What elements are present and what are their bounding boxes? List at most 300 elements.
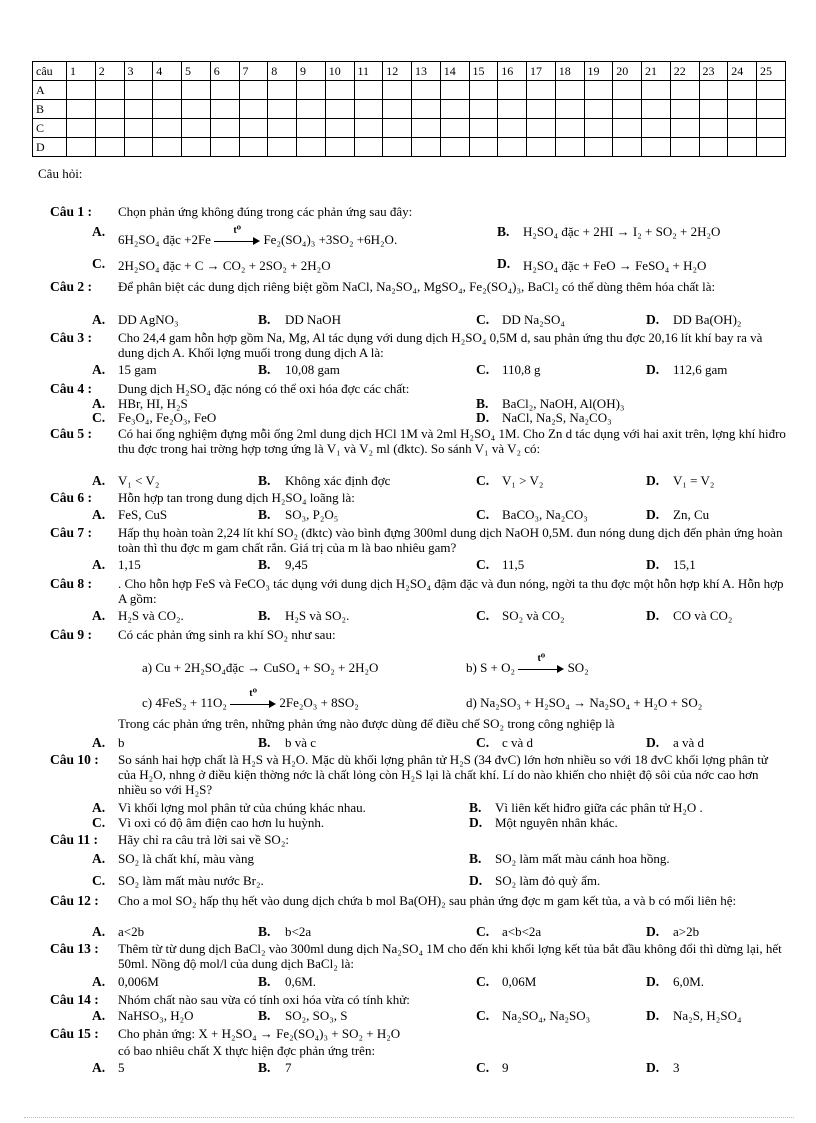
option-letter: B. (469, 851, 482, 866)
option-letter: D. (646, 1060, 660, 1075)
grid-answer-cell[interactable] (412, 138, 441, 157)
grid-answer-cell[interactable] (670, 81, 699, 100)
question-text: Cho 24,4 gam hỗn hợp gồm Na, Mg, Al tác dụng với dung dịch H₂SO₄ 0,5M d, sau phản ứng thu đợc 20,16 lít khí bay ra và dung dịch A. Khối lợng muối trong dung dịch A là: (118, 330, 763, 360)
grid-answer-cell[interactable] (642, 138, 671, 157)
grid-answer-cell[interactable] (757, 81, 786, 100)
grid-answer-cell[interactable] (95, 119, 124, 138)
grid-answer-cell[interactable] (268, 119, 297, 138)
grid-answer-cell[interactable] (728, 81, 757, 100)
grid-answer-cell[interactable] (325, 100, 354, 119)
grid-answer-cell[interactable] (210, 81, 239, 100)
option-text[interactable]: SO₂ là chất khí, màu vàng (118, 851, 254, 866)
q9-reaction-b-right: SO₂ (567, 660, 589, 675)
option-letter: C. (476, 735, 490, 750)
option-letter: D. (646, 362, 660, 377)
option-letter: C. (476, 924, 490, 939)
grid-answer-cell[interactable] (67, 119, 96, 138)
question-label: Câu 12 : (50, 893, 99, 908)
question-text: Chọn phản ứng không đúng trong các phản ứng sau đây: (118, 204, 413, 219)
option-letter: C. (476, 1008, 490, 1023)
grid-answer-cell[interactable] (728, 100, 757, 119)
condition-label: t⁰ (537, 653, 546, 665)
grid-answer-cell[interactable] (555, 100, 584, 119)
grid-answer-cell[interactable] (354, 119, 383, 138)
grid-answer-cell[interactable] (383, 100, 412, 119)
grid-answer-cell[interactable] (210, 138, 239, 157)
question-text: Để phân biệt các dung dịch riêng biệt gồm NaCl, Na₂SO₄, MgSO₄, Fe₂(SO₄)₃, BaCl₂ có thể dùng thêm hóa chất là: (118, 279, 716, 294)
grid-answer-cell[interactable] (383, 119, 412, 138)
grid-answer-cell[interactable] (325, 138, 354, 157)
question-label: Câu 10 : (50, 752, 99, 767)
option-text[interactable]: Zn, Cu (673, 507, 710, 522)
grid-answer-cell[interactable] (124, 138, 153, 157)
q1-option-a-right: Fe₂(SO₄)₃ +3SO₂ +6H₂O. (263, 232, 398, 247)
option-text[interactable]: Vì oxi có độ âm điện cao hơn lu huỳnh. (118, 815, 325, 830)
q9-reaction-c[interactable] (142, 688, 359, 711)
option-text[interactable]: 1,15 (118, 557, 141, 572)
question-label: Câu 5 : (50, 426, 93, 441)
grid-answer-cell[interactable] (498, 81, 527, 100)
grid-answer-cell[interactable] (527, 81, 556, 100)
option-text[interactable]: HBr, HI, H₂S (118, 396, 188, 411)
option-text[interactable]: Fe₃O₄, Fe₂O₃, FeO (118, 410, 217, 425)
option-letter: D. (646, 473, 660, 488)
grid-answer-cell[interactable] (584, 119, 613, 138)
grid-row-label: A (33, 81, 67, 100)
option-text[interactable]: Một nguyên nhân khác. (495, 815, 618, 830)
option-letter: D. (646, 974, 660, 989)
option-text[interactable]: 112,6 gam (673, 362, 728, 377)
grid-col-number: 5 (182, 62, 211, 81)
grid-answer-cell[interactable] (584, 138, 613, 157)
grid-col-number: 25 (757, 62, 786, 81)
grid-answer-cell[interactable] (699, 81, 728, 100)
footer-divider (24, 1117, 794, 1118)
grid-answer-cell[interactable] (95, 100, 124, 119)
option-letter: A. (92, 735, 106, 750)
grid-col-number: 13 (412, 62, 441, 81)
option-text[interactable]: H₂S và SO₂. (285, 608, 350, 623)
grid-header-row (33, 62, 786, 81)
grid-answer-cell[interactable] (555, 119, 584, 138)
grid-row-label: B (33, 100, 67, 119)
option-letter: A. (92, 608, 106, 623)
grid-col-number: 18 (555, 62, 584, 81)
grid-answer-cell[interactable] (412, 81, 441, 100)
option-letter: C. (92, 410, 106, 425)
option-text[interactable]: V₁ = V₂ (673, 473, 715, 488)
grid-col-number: 7 (239, 62, 268, 81)
q9-reaction-c-left: c) 4FeS₂ + 11O₂ (142, 695, 227, 710)
grid-answer-cell[interactable] (527, 100, 556, 119)
option-text[interactable]: CO và CO₂ (673, 608, 733, 623)
option-letter: B. (258, 473, 271, 488)
grid-row-label: D (33, 138, 67, 157)
option-text[interactable]: SO₂ làm mất màu cánh hoa hồng. (495, 851, 670, 866)
grid-answer-cell[interactable] (440, 119, 469, 138)
option-letter: B. (258, 608, 271, 623)
grid-col-number: 15 (469, 62, 498, 81)
grid-answer-cell[interactable] (670, 119, 699, 138)
condition-label: t⁰ (233, 225, 242, 237)
grid-answer-cell[interactable] (268, 81, 297, 100)
question-text: Thêm từ từ dung dịch BaCl₂ vào 300ml dung dịch Na₂SO₄ 1M cho đến khi khối lợng kết tủa bắt đầu không đổi thì dừng lại, hết 50ml. Nồng độ mol/l của dung dịch BaCl₂ là: (118, 941, 782, 971)
grid-answer-cell[interactable] (182, 138, 211, 157)
question-text: Hấp thụ hoàn toàn 2,24 lít khí SO₂ (đktc) vào bình đựng 300ml dung dịch NaOH 0,5M. đun nóng dung dịch đến phản ứng hoàn toàn thì thu đợc m gam chất rắn. Giá trị của m là bao nhiêu gam? (118, 525, 783, 555)
option-letter: D. (469, 815, 483, 830)
option-text[interactable]: DD Na₂SO₄ (502, 312, 565, 327)
question-text: Cho phản ứng: X + H₂SO₄ → Fe₂(SO₄)₃ + SO₂ + H₂O (118, 1026, 401, 1041)
grid-row-label: C (33, 119, 67, 138)
question-label: Câu 7 : (50, 525, 93, 540)
grid-answer-cell[interactable] (670, 138, 699, 157)
section-label: Câu hỏi: (38, 166, 83, 181)
grid-answer-cell[interactable] (613, 100, 642, 119)
option-text[interactable]: SO₂ và CO₂ (502, 608, 565, 623)
grid-answer-cell[interactable] (527, 138, 556, 157)
option-text[interactable]: 0,006M (118, 974, 159, 989)
grid-col-number: 19 (584, 62, 613, 81)
option-letter: D. (476, 410, 490, 425)
grid-answer-cell[interactable] (354, 138, 383, 157)
option-text[interactable]: b và c (285, 735, 317, 750)
question-label: Câu 14 : (50, 992, 99, 1007)
grid-answer-cell[interactable] (699, 119, 728, 138)
grid-answer-cell[interactable] (469, 81, 498, 100)
option-letter: B. (258, 735, 271, 750)
option-text[interactable]: Vì liên kết hiđro giữa các phân tử H₂O . (495, 800, 703, 815)
option-text[interactable]: Không xác định đợc (285, 473, 391, 488)
grid-answer-cell[interactable] (297, 100, 326, 119)
option-letter: C. (476, 608, 490, 623)
option-text[interactable]: a<b<2a (502, 924, 542, 939)
grid-header-label: câu (33, 62, 67, 81)
grid-answer-cell[interactable] (124, 81, 153, 100)
option-letter: D. (646, 557, 660, 572)
grid-answer-cell[interactable] (613, 138, 642, 157)
option-letter: A. (92, 974, 106, 989)
grid-answer-cell[interactable] (498, 119, 527, 138)
option-letter: A. (92, 224, 106, 239)
option-text[interactable]: 6,0M. (673, 974, 705, 989)
option-text[interactable]: 11,5 (502, 557, 525, 572)
grid-col-number: 11 (354, 62, 383, 81)
grid-answer-cell[interactable] (469, 100, 498, 119)
grid-answer-cell[interactable] (757, 100, 786, 119)
grid-col-number: 24 (728, 62, 757, 81)
grid-col-number: 3 (124, 62, 153, 81)
question-text: Có các phản ứng sinh ra khí SO₂ như sau: (118, 627, 336, 642)
grid-col-number: 9 (297, 62, 326, 81)
question-text: Hãy chỉ ra câu trả lời sai về SO₂: (118, 832, 289, 847)
grid-answer-cell[interactable] (325, 119, 354, 138)
option-letter: B. (258, 557, 271, 572)
question-text: Trong các phản ứng trên, những phản ứng nào được dùng để điều chế SO₂ trong công nghiệp là (118, 716, 615, 731)
question-text: có bao nhiêu chất X thực hiện đợc phản ứng trên: (118, 1043, 376, 1058)
q1-option-b[interactable]: H₂SO₄ đặc + 2HI → I₂ + SO₂ + 2H₂O (523, 224, 721, 239)
grid-answer-cell[interactable] (182, 100, 211, 119)
q1-option-d[interactable]: H₂SO₄ đặc + FeO → FeSO₄ + H₂O (523, 258, 707, 273)
option-text[interactable]: b (118, 735, 125, 750)
option-letter: B. (258, 1060, 271, 1075)
grid-row (33, 100, 786, 119)
option-letter: B. (476, 396, 489, 411)
grid-answer-cell[interactable] (95, 81, 124, 100)
grid-row (33, 119, 786, 138)
grid-col-number: 12 (383, 62, 412, 81)
option-text[interactable]: SO₂ làm đỏ quỳ ẩm. (495, 873, 601, 888)
question-label: Câu 6 : (50, 490, 93, 505)
option-text[interactable]: NaHSO₃, H₂O (118, 1008, 194, 1023)
question-text: So sánh hai hợp chất là H₂S và H₂O. Mặc dù khối lợng phân tử H₂S (34 đvC) lớn hơn nhiều so với 18 đvC khối lợng phân tử của H₂O, nhng ở điều kiện thờng nớc là chất lỏng còn H₂S lại là chất khí. Lí do nào khiến cho nhiệt độ sôi của nớc cao hơn nhiều so với H₂S? (118, 752, 768, 797)
option-letter: B. (258, 974, 271, 989)
option-text[interactable]: 5 (118, 1060, 125, 1075)
option-letter: C. (476, 557, 490, 572)
grid-answer-cell[interactable] (383, 81, 412, 100)
option-letter: B. (258, 924, 271, 939)
heat-arrow-icon (518, 653, 564, 674)
question-text: Có hai ống nghiệm đựng mỗi ống 2ml dung dịch HCl 1M và 2ml H₂SO₄ 1M. Cho Zn d tác dụng với hai axit trên, lợng khí hiđro thu đợc trong hai trờng hợp tơng ứng là V₁ và V₂ ml (đktc). So sánh V₁ và V₂ có: (118, 426, 786, 456)
grid-answer-cell[interactable] (210, 100, 239, 119)
grid-answer-cell[interactable] (153, 100, 182, 119)
question-label: Câu 1 : (50, 204, 93, 219)
grid-answer-cell[interactable] (182, 119, 211, 138)
grid-answer-cell[interactable] (354, 81, 383, 100)
option-letter: C. (476, 362, 490, 377)
option-text[interactable]: BaCO₃, Na₂CO₃ (502, 507, 588, 522)
grid-answer-cell[interactable] (642, 119, 671, 138)
grid-answer-cell[interactable] (182, 81, 211, 100)
option-letter: C. (92, 256, 106, 271)
grid-answer-cell[interactable] (297, 119, 326, 138)
heat-arrow-icon (214, 225, 260, 246)
question-label: Câu 4 : (50, 381, 93, 396)
grid-answer-cell[interactable] (498, 138, 527, 157)
option-letter: A. (92, 1060, 106, 1075)
q9-reaction-d: d) Na₂SO₃ + H₂SO₄ → Na₂SO₄ + H₂O + SO₂ (466, 695, 703, 710)
q9-reaction-a: a) Cu + 2H₂SO₄đặc → CuSO₄ + SO₂ + 2H₂O (142, 660, 379, 675)
option-text[interactable]: a và d (673, 735, 705, 750)
grid-answer-cell[interactable] (297, 81, 326, 100)
grid-answer-cell[interactable] (239, 81, 268, 100)
option-letter: C. (476, 312, 490, 327)
option-letter: B. (258, 362, 271, 377)
option-text[interactable]: SO₃, P₂O₅ (285, 507, 339, 522)
grid-answer-cell[interactable] (412, 119, 441, 138)
grid-answer-cell[interactable] (757, 138, 786, 157)
grid-answer-cell[interactable] (67, 138, 96, 157)
grid-row (33, 138, 786, 157)
question-label: Câu 2 : (50, 279, 93, 294)
grid-answer-cell[interactable] (613, 81, 642, 100)
grid-answer-cell[interactable] (153, 138, 182, 157)
grid-row (33, 81, 786, 100)
question-label: Câu 11 : (50, 832, 99, 847)
option-letter: A. (92, 396, 106, 411)
option-letter: A. (92, 557, 106, 572)
option-letter: A. (92, 362, 106, 377)
option-text[interactable]: b<2a (285, 924, 312, 939)
option-text[interactable]: NaCl, Na₂S, Na₂CO₃ (502, 410, 612, 425)
grid-answer-cell[interactable] (757, 119, 786, 138)
grid-answer-cell[interactable] (642, 81, 671, 100)
question-text: Hỗn hợp tan trong dung dịch H₂SO₄ loãng là: (118, 490, 355, 505)
option-letter: D. (469, 873, 483, 888)
option-text[interactable]: SO₂ làm mất màu nước Br₂. (118, 873, 264, 888)
grid-answer-cell[interactable] (440, 100, 469, 119)
grid-answer-cell[interactable] (268, 100, 297, 119)
option-letter: C. (92, 873, 106, 888)
option-text[interactable]: SO₂, SO₃, S (285, 1008, 348, 1023)
option-letter: A. (92, 1008, 106, 1023)
option-text[interactable]: 3 (673, 1060, 680, 1075)
grid-answer-cell[interactable] (153, 81, 182, 100)
q1-option-a[interactable] (118, 225, 398, 248)
question-label: Câu 15 : (50, 1026, 99, 1041)
option-text[interactable]: 10,08 gam (285, 362, 340, 377)
grid-answer-cell[interactable] (67, 81, 96, 100)
option-text[interactable]: 0,06M (502, 974, 537, 989)
grid-answer-cell[interactable] (728, 138, 757, 157)
grid-answer-cell[interactable] (95, 138, 124, 157)
grid-answer-cell[interactable] (469, 138, 498, 157)
option-letter: D. (646, 735, 660, 750)
grid-col-number: 1 (67, 62, 96, 81)
grid-answer-cell[interactable] (584, 100, 613, 119)
option-letter: D. (646, 507, 660, 522)
grid-answer-cell[interactable] (210, 119, 239, 138)
option-letter: B. (258, 312, 271, 327)
grid-answer-cell[interactable] (153, 119, 182, 138)
option-text[interactable]: a<2b (118, 924, 145, 939)
question-label: Câu 8 : (50, 576, 93, 591)
grid-answer-cell[interactable] (613, 119, 642, 138)
option-text[interactable]: DD AgNO₃ (118, 312, 179, 327)
option-letter: C. (476, 974, 490, 989)
option-letter: B. (258, 1008, 271, 1023)
q9-reaction-b-left: b) S + O₂ (466, 660, 516, 675)
q1-option-c[interactable]: 2H₂SO₄ đặc + C → CO₂ + 2SO₂ + 2H₂O (118, 258, 331, 273)
option-text[interactable]: V₁ < V₂ (118, 473, 160, 488)
option-letter: A. (92, 800, 106, 815)
grid-answer-cell[interactable] (642, 100, 671, 119)
question-label: Câu 13 : (50, 941, 99, 956)
option-letter: A. (92, 851, 106, 866)
grid-answer-cell[interactable] (268, 138, 297, 157)
option-letter: D. (646, 312, 660, 327)
option-text[interactable]: 0,6M. (285, 974, 317, 989)
grid-answer-cell[interactable] (699, 138, 728, 157)
question-text: . Cho hỗn hợp FeS và FeCO₃ tác dụng với dung dịch H₂SO₄ đậm đặc và đun nóng, ngời ta thu đợc một hỗn hợp khí A. Hỗn hợp A gồm: (118, 576, 784, 606)
q9-reaction-b[interactable] (466, 653, 589, 676)
grid-answer-cell[interactable] (555, 81, 584, 100)
grid-answer-cell[interactable] (699, 100, 728, 119)
grid-col-number: 2 (95, 62, 124, 81)
grid-answer-cell[interactable] (555, 138, 584, 157)
grid-answer-cell[interactable] (670, 100, 699, 119)
option-letter: A. (92, 507, 106, 522)
grid-answer-cell[interactable] (239, 119, 268, 138)
option-letter: B. (497, 224, 510, 239)
grid-col-number: 14 (440, 62, 469, 81)
grid-col-number: 8 (268, 62, 297, 81)
grid-answer-cell[interactable] (527, 119, 556, 138)
grid-answer-cell[interactable] (239, 138, 268, 157)
grid-answer-cell[interactable] (297, 138, 326, 157)
grid-col-number: 6 (210, 62, 239, 81)
grid-col-number: 21 (642, 62, 671, 81)
option-letter: D. (497, 256, 511, 271)
option-text[interactable]: Vì khối lợng mol phân tử của chúng khác nhau. (118, 800, 366, 815)
option-text[interactable]: c và d (502, 735, 534, 750)
option-letter: D. (646, 1008, 660, 1023)
option-letter: A. (92, 924, 106, 939)
grid-col-number: 20 (613, 62, 642, 81)
question-label: Câu 9 : (50, 627, 93, 642)
grid-answer-cell[interactable] (67, 100, 96, 119)
grid-col-number: 17 (527, 62, 556, 81)
grid-answer-cell[interactable] (383, 138, 412, 157)
grid-answer-cell[interactable] (239, 100, 268, 119)
grid-answer-cell[interactable] (124, 100, 153, 119)
grid-col-number: 22 (670, 62, 699, 81)
option-text[interactable]: DD Ba(OH)₂ (673, 312, 742, 327)
option-text[interactable]: BaCl₂, NaOH, Al(OH)₃ (502, 396, 625, 411)
grid-answer-cell[interactable] (124, 119, 153, 138)
option-text[interactable]: 9,45 (285, 557, 308, 572)
grid-answer-cell[interactable] (440, 81, 469, 100)
option-letter: D. (646, 608, 660, 623)
option-text[interactable]: Na₂SO₄, Na₂SO₃ (502, 1008, 591, 1023)
option-letter: B. (258, 507, 271, 522)
grid-answer-cell[interactable] (354, 100, 383, 119)
option-text[interactable]: 15 gam (118, 362, 157, 377)
option-letter: D. (646, 924, 660, 939)
option-text[interactable]: Na₂S, H₂SO₄ (673, 1008, 742, 1023)
option-letter: C. (476, 507, 490, 522)
option-text[interactable]: 110,8 g (502, 362, 541, 377)
grid-answer-cell[interactable] (728, 119, 757, 138)
option-letter: C. (476, 473, 490, 488)
grid-answer-cell[interactable] (498, 100, 527, 119)
grid-col-number: 10 (325, 62, 354, 81)
question-label: Câu 3 : (50, 330, 93, 345)
answer-grid (32, 61, 786, 157)
option-text[interactable]: 7 (285, 1060, 292, 1075)
option-letter: B. (469, 800, 482, 815)
option-text[interactable]: 9 (502, 1060, 509, 1075)
question-text: Dung dịch H₂SO₄ đặc nóng có thể oxi hóa đợc các chất: (118, 381, 410, 396)
option-text[interactable]: DD NaOH (285, 312, 341, 327)
question-text: Nhóm chất nào sau vừa có tính oxi hóa vừa có tính khử: (118, 992, 410, 1007)
grid-answer-cell[interactable] (469, 119, 498, 138)
option-text[interactable]: FeS, CuS (118, 507, 168, 522)
option-text[interactable]: H₂S và CO₂. (118, 608, 184, 623)
grid-answer-cell[interactable] (412, 100, 441, 119)
grid-col-number: 4 (153, 62, 182, 81)
grid-answer-cell[interactable] (440, 138, 469, 157)
option-text[interactable]: V₁ > V₂ (502, 473, 544, 488)
grid-answer-cell[interactable] (325, 81, 354, 100)
option-text[interactable]: 15,1 (673, 557, 696, 572)
option-letter: A. (92, 312, 106, 327)
grid-answer-cell[interactable] (584, 81, 613, 100)
option-letter: C. (92, 815, 106, 830)
option-text[interactable]: a>2b (673, 924, 700, 939)
condition-label: t⁰ (249, 688, 257, 700)
q1-option-a-left: 6H₂SO₄ đặc +2Fe (118, 232, 211, 247)
heat-arrow-icon (230, 688, 276, 709)
